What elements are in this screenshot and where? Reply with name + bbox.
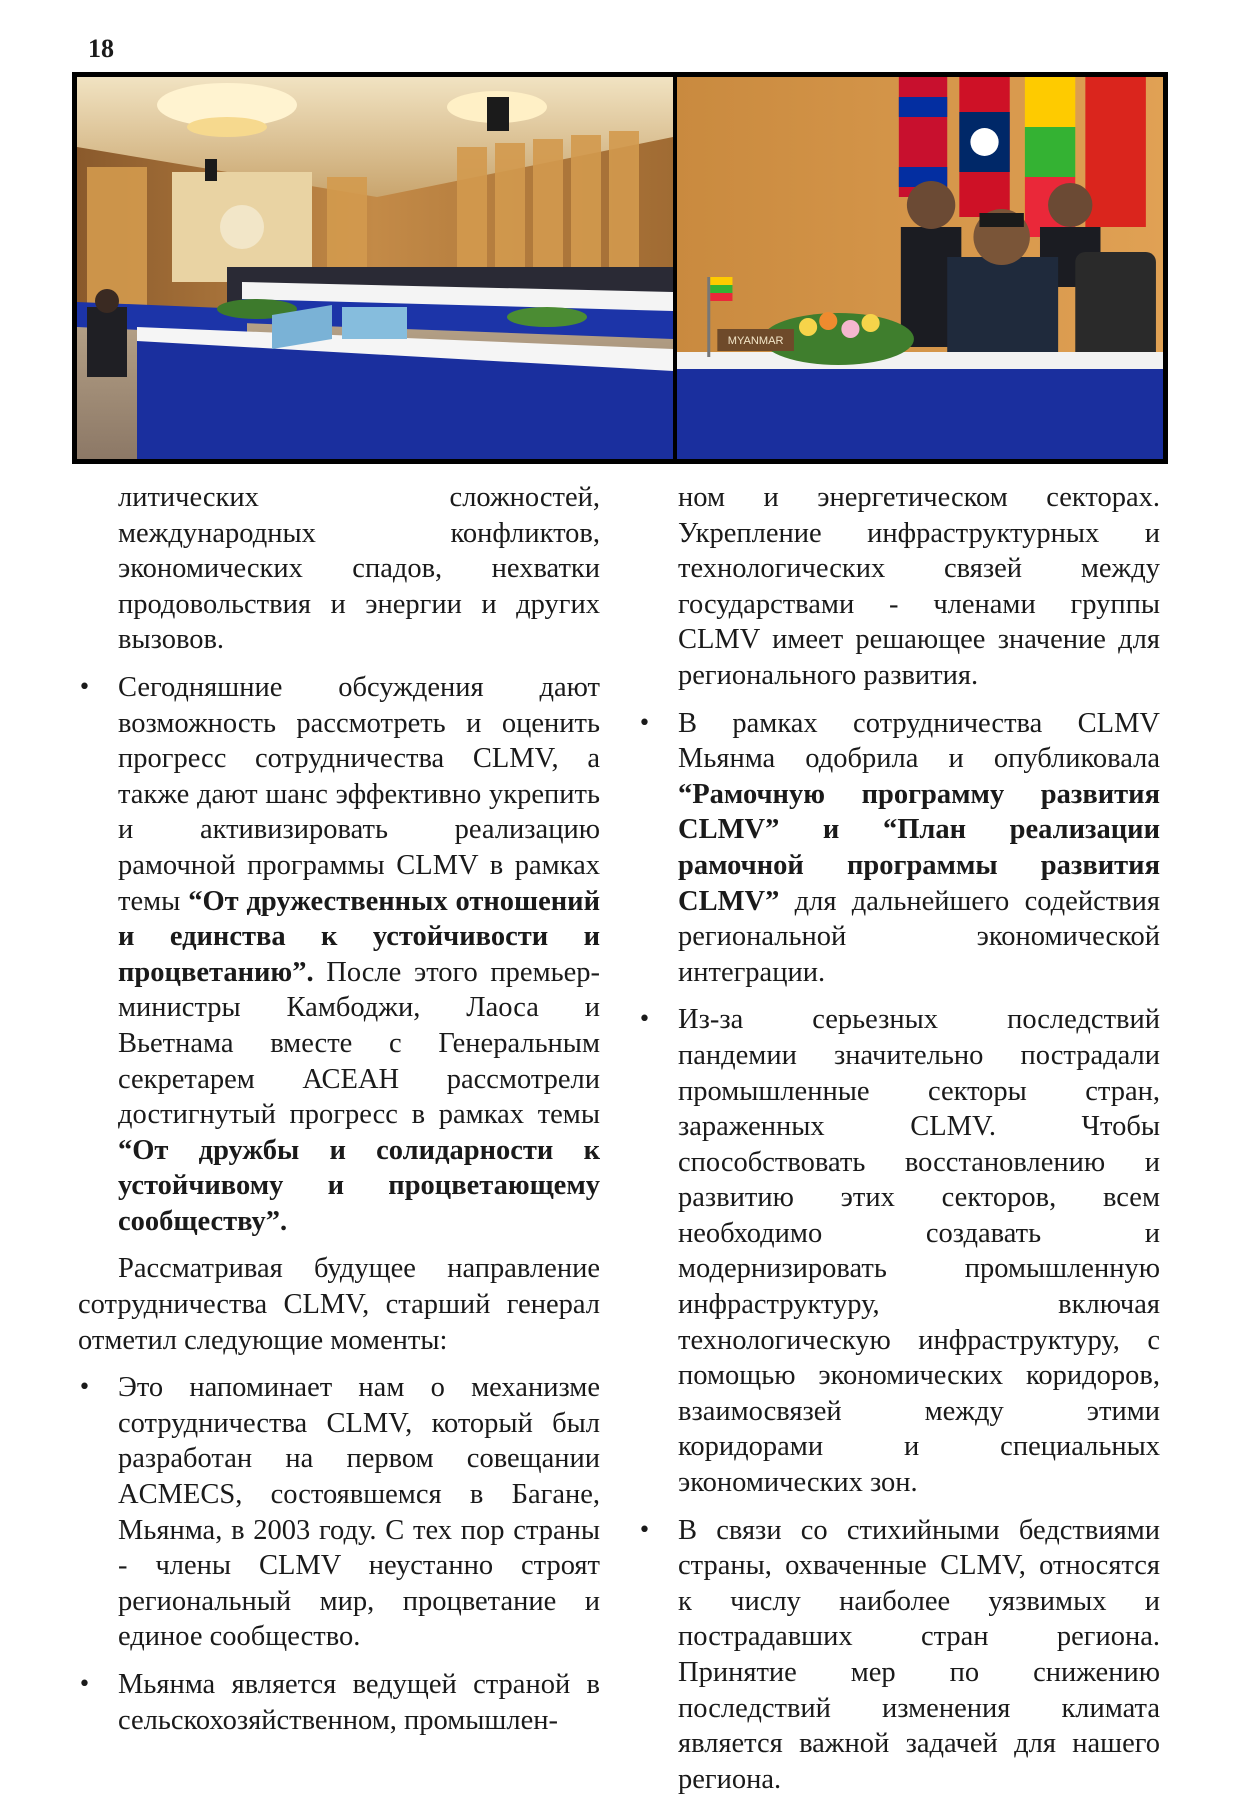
left-column: [78, 480, 600, 1750]
list-item-text: Сегодняшние обсуждения дают возможность рассмотреть и оценить прогресс сотрудничества CLMV, а также дают шанс эффективно укрепить и активизировать реализацию рамочной программы CLMV в рамках темы: [118, 671, 600, 917]
list-item: • Это напоминает нам о механизме сотрудничества CLMV, который был разработан на первом совещании ACMECS, состоявшемся в Багане, Мьянма, в 2003 году. С тех пор страны - члены CLMV неустанно строят региональный мир, процветание и единое сообщество.: [78, 1370, 600, 1655]
list-item: [638, 706, 1160, 991]
list-item-text: После этого премьер-министры Камбоджи, Лаоса и Вьетнама вместе с Генеральным секретарем АСЕАН рассмотрели достигнутый прогресс в рамках темы: [118, 956, 600, 1131]
page-number: 18: [88, 34, 114, 63]
conference-hall-photo: [77, 77, 673, 459]
bold-theme-text: “От дружбы и солидарности к устойчивому и процветающему сообществу”.: [118, 1134, 600, 1237]
continuation-text: литических сложностей, международных конфликтов, экономических спадов, нехватки продовольствия и энергии и других вызовов.: [118, 482, 600, 656]
list-item: [78, 670, 600, 1240]
paragraph: Рассматривая будущее направление сотрудничества CLMV, старший генерал отметил следующие моменты:: [78, 1253, 600, 1356]
nameplate-text: MYANMAR: [727, 335, 784, 347]
continuation-text: ном и энергетическом секторах. Укрепление инфраструктурных и технологических связей между государствами - членами группы CLMV имеет решающее значение для регионального развития.: [678, 482, 1160, 691]
delegate-photo: [677, 77, 1163, 459]
list-item-text: для дальнейшего содействия региональной экономической интеграции.: [678, 885, 1160, 988]
photo-frame: [72, 72, 1168, 464]
right-column: [638, 480, 1160, 1809]
list-item: • Мьянма является ведущей страной в сельскохозяйственном, промышлен-: [78, 1667, 600, 1738]
bold-theme-text: “От дружественных отношений и единства к устойчивости и процветанию”.: [118, 885, 600, 988]
list-item: • Из-за серьезных последствий пандемии значительно пострадали промышленные секторы стран, зараженных CLMV. Чтобы способствовать восстановлению и развитию этих секторов, всем необходимо создавать и модернизировать промышленную инфраструктуру, включая технологическую инфраструктуру, с помощью экономических коридоров, взаимосвязей между этими коридорами и специальных экономических зон.: [638, 1002, 1160, 1500]
bullet-list: [638, 706, 1160, 1798]
bullet-list: [78, 670, 600, 1240]
bullet-list: [78, 1370, 600, 1738]
bold-program-text: “Рамочную программу развития CLMV” и “План реализации рамочной программы развития CLMV”: [678, 778, 1160, 917]
list-item-text: В рамках сотрудничества CLMV Мьянма одобрила и опубликовала: [678, 707, 1160, 775]
list-item: • В связи со стихийными бедствиями страны, охваченные CLMV, относятся к числу наиболее уязвимых и пострадавших стран региона. Принятие мер по снижению последствий изменения климата является важной задачей для нашего региона.: [638, 1513, 1160, 1798]
